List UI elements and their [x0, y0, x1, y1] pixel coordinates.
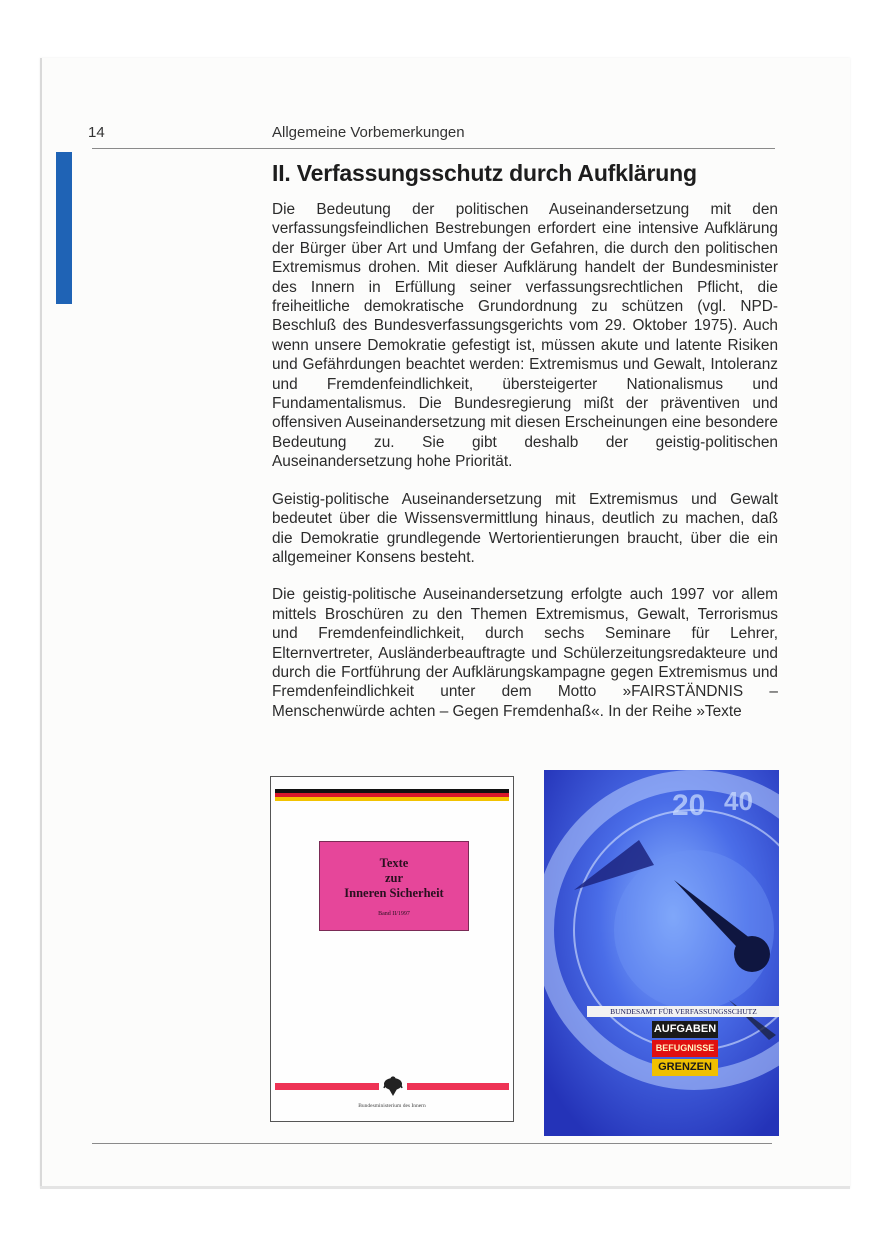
bottom-bar-right — [407, 1083, 509, 1090]
page-left-edge — [40, 58, 42, 1188]
paragraph-2: Geistig-politische Auseinandersetzung mit Extremismus und Gewalt bedeutet über die Wissensvermittlung hinaus, deutlich zu machen, daß die Demokratie grundlegende Wertorientierungen braucht, über die ein allgemeiner Konsens besteht. — [272, 490, 778, 566]
brochure-texte-cover — [270, 776, 514, 1122]
flag-stripes — [275, 789, 509, 803]
publisher-name: Bundesministerium des Innern — [358, 1103, 426, 1109]
brochure-bfv-cover — [544, 770, 779, 1136]
cover-title — [320, 856, 468, 901]
word-befugnisse: BEFUGNISSE — [652, 1040, 718, 1057]
header-rule — [92, 148, 775, 149]
page-number: 14 — [88, 124, 105, 141]
word-grenzen: GRENZEN — [652, 1059, 718, 1076]
dial-label-20: 20 — [672, 789, 706, 822]
dial-label-40: 40 — [724, 786, 753, 816]
cover-title-line-1: Texte — [379, 856, 409, 870]
paragraph-3: Die geistig-politische Auseinandersetzung erfolgte auch 1997 vor allem mittels Broschüren zu den Themen Extremismus, Gewalt, Terrorismus und Fremdenfeindlichkeit, durch sechs Seminare für Lehrer, Elternvertreter, Ausländerbeauftragte und Schülerzeitungsredakteure und durch die Fortführung der Aufklärungskampagne gegen Extremismus und Fremdenfeindlichkeit unter dem Motto »FAIRSTÄNDNIS – Menschenwürde achten – Gegen Fremdenhaß«. In der Reihe »Texte — [272, 586, 778, 720]
section-title: II. Verfassungsschutz durch Aufklärung — [272, 160, 697, 186]
agency-label: BUNDESAMT FÜR VERFASSUNGSSCHUTZ — [587, 1006, 779, 1017]
federal-eagle-icon — [383, 1075, 403, 1097]
compass-illustration — [544, 770, 779, 1136]
cover-band: Band II/1997 — [378, 911, 410, 917]
bottom-bar-left — [275, 1083, 379, 1090]
paragraph-1: Die Bedeutung der politischen Auseinandersetzung mit den verfassungsfeindlichen Bestrebungen erfordert eine intensive Aufklärung der Bürger über Art und Umfang der Gefahren, die durch den politischen Extremismus drohen. Mit dieser Aufklärung handelt der Bundesminister des Innern in Erfüllung seiner verfassungsrechtlichen Pflicht, die freiheitliche demokratische Grundordnung zu schützen (vgl. NPD-Beschluß des Bundesverfassungsgerichts vom 29. Oktober 1975). Auch wenn unsere Demokratie gefestigt ist, müssen akute und latente Risiken und Gefährdungen beachtet werden: Extremismus und Gewalt, Intoleranz und Fremdenfeindlichkeit, übersteigerter Nationalismus und Fundamentalismus. Die Bundesregierung mißt der präventiven und offensiven Auseinandersetzung mit diesen Erscheinungen eine besondere Bedeutung zu. Sie gibt deshalb der geistig-politischen Auseinandersetzung hohe Priorität. — [272, 201, 778, 471]
cover-title-box — [319, 841, 469, 931]
footer-rule — [92, 1143, 772, 1144]
stripe-gold — [275, 797, 509, 801]
cover-title-line-2: zur — [384, 871, 404, 885]
cover-title-line-3: Inneren Sicherheit — [344, 886, 444, 900]
word-aufgaben: AUFGABEN — [652, 1021, 718, 1038]
running-head: Allgemeine Vorbemerkungen — [272, 124, 465, 141]
chapter-marker-bar — [56, 152, 72, 304]
page-bottom-edge — [40, 1186, 850, 1189]
body-text — [272, 200, 778, 739]
